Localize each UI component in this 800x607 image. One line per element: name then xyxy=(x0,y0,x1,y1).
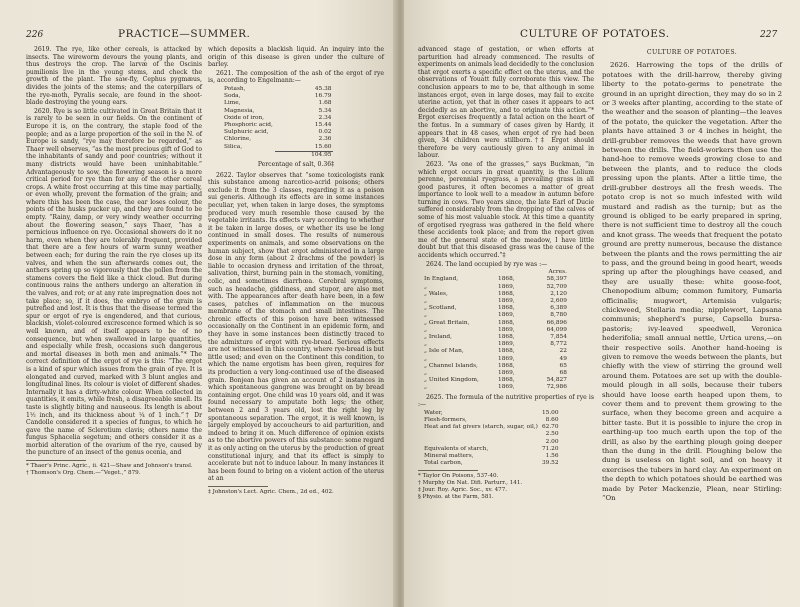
footnote-rule xyxy=(26,460,86,461)
left-page xyxy=(0,0,396,607)
table-row: Sulphuric acid, 0.02 xyxy=(224,129,332,136)
page-number-left: 226 xyxy=(26,30,44,40)
footnote: † Murphy On Nat. Difi. Parturr., 141. xyxy=(418,480,523,487)
table-row: „ 1869, 64,099 xyxy=(424,326,567,333)
right-column-2 xyxy=(602,46,782,505)
table-row: „ Channel Islands, 1868, 65 xyxy=(424,362,567,369)
running-head-left: PRACTICE—SUMMER. xyxy=(118,28,251,40)
paragraph: 2620. Rye is so little cultivated in Great Britain that it is rarely to be seen in our fields. On the continent of Europe it is, on the contrary, the staple food of the people; and as a large proportion of the soil in the N. of Europe is sandy, “rye may therefore be regarded,” as Thaer well observes, “as the most precious gift of God to the inhabitants of sandy and poor countries; without it many districts would have been uninhabitable.” Advantageously to sow, the flowering season is a more critical period for rye than for any of the other cereal crops. A white frost occurring at this time may partially, or even wholly, prevent the formation of the grain; and where this has been the case, the ear loses colour, the points of the husks pucker up, and they are found to be empty. “Rainy, damp, or very windy weather occurring about the flowering season,” says Thaer, “has a pernicious influence on rye. Occasional showers do it no harm, even when they are tolerably frequent, provided that there are a few hours of warm sunny weather between each; for during the rain the rye closes up its valves, and when the sun afterwards comes out, the anthers spring up so vigorously that the pollen from the stamens covers the field like a thick cloud. But during continuous rains the anthers undergo an alteration in the valves, and rot; or at any rate impregnation does not take place; so, if it does, the embryo of the grain is putrefied and lost. It is thus that the disease termed the spur or ergot of rye is engendered, and that curious, blackish, violet-coloured excrescence formed which is so well known, and of itself appears to be of no consequence, but when swallowed in large quantities, and especially while fresh, occasions such dangerous and mortal diseases in both men and animals.”* The correct definition of the ergot of rye is this: “The ergot is a kind of spur which issues from the grain of rye. It is elongated and curved, marked with 3 blunt angles and longitudinal lines. Its colour is violet of different shades. Internally it has a dirty-white colour. When collected in quantities, it emits, while fresh, a disagreeable smell. Its taste is slightly biting and nauseous. Its length is about 1½ inch, and its thickness about ¼ of 1 inch.”† Dr Candolle considered it a species of fungus, to which he gave the name of Sclerotium clavis; others name the fungus Sphacelia segetum; and others consider it as a morbid alteration of the ovarium of the rye, caused by the puncture of an insect of the genus ocenia, and xyxy=(26,107,202,457)
paragraph: advanced stage of gestation, or when efforts at parturition had already commenced. The results of experiments on animals lead decidedly to the conclusion that ergot exerts a specific effect on the uterus, and the observations of Youatt fully corroborate this view. The conclusion appears to me to be, that although in some instances ergot, even in large doses, may fail to excite uterine action, yet that in other cases it appears to act decidedly as an abortive, and to originate this action.”* Ergot exercises frequently a fatal action on the heart of the fœtus. In a summary of cases given by Hardy, it appears that in 48 cases, when ergot of rye had been given, 34 children were stillborn.†‡ Ergot should therefore be very cautiously given to any animal in labour. xyxy=(418,46,594,160)
table-row: „ 1869, 49 xyxy=(424,355,567,362)
table-row: „ Great Britain, 1868, 66,896 xyxy=(424,319,567,326)
table-row: Mineral matters, 1.56 xyxy=(424,453,559,460)
table-row: „ 1869, 52,709 xyxy=(424,283,567,290)
ash-composition-table xyxy=(222,86,333,159)
footnote: * Thaer's Princ. Agric., ii. 421—Shaw and Johnson's transl. xyxy=(26,463,193,470)
table-row: Total carbon, 39.52 xyxy=(424,460,559,467)
table-row: Flesh-formers, 8.60 xyxy=(424,417,559,424)
table-row: „ 1869, 8,772 xyxy=(424,341,567,348)
table-row: Phosphoric acid, 15.44 xyxy=(224,121,332,128)
table-row: Potash, 45.38 xyxy=(224,85,332,92)
right-column-1 xyxy=(418,46,594,501)
rye-land-table xyxy=(422,269,569,391)
table-row: Equivalents of starch, 71.20 xyxy=(424,445,559,452)
page-number-right: 227 xyxy=(760,30,778,40)
table-row: „ Isle of Man, 1868, 22 xyxy=(424,348,567,355)
footnote: § Physio. at the Farm, 581. xyxy=(418,494,494,501)
table-row: Oxide of iron, 2.34 xyxy=(224,114,332,121)
ash-total: 104.95 xyxy=(275,151,334,159)
paragraph: 2624. The land occupied by rye was :— xyxy=(426,260,548,268)
paragraph: 2625. The formula of the nutritive properties of rye is :— xyxy=(418,393,594,409)
table-row: Chlorine, 2.36 xyxy=(224,136,332,143)
table-row: 2.50 xyxy=(545,431,559,438)
footnote: ‡ Johnston's Lect. Agric. Chem., 2d ed., 402. xyxy=(208,488,334,495)
right-page xyxy=(404,0,800,607)
footnote-rule xyxy=(418,470,478,471)
table-row: „ 1869, 72,986 xyxy=(424,384,567,391)
table-row: „ Wales, 1868, 2,120 xyxy=(424,290,567,297)
table-row: Heat and fat givers (starch, sugar, oil,) 62.70 xyxy=(424,424,559,431)
table-row: „ 1869, 2,609 xyxy=(424,298,567,305)
paragraph: 2623. “As one of the grasses,” says Buckman, “in which ergot occurs in great quantity, is the Lolium perenne, perennial ryegrass, a prevailing grass in all good pastures, it often becomes a matter of great importance to look well to a meadow in autumn before turning in cows. Two years since, the late Earl of Ducie suffered considerably from the dropping of the calves of some of his most valuable stock. At this time a quantity of ergotised ryegrass was gathered in the field where these accidents took place; and from the report given me of the general state of the meadow, I have little doubt but that this diseased grass was the cause of the accidents which occurred.”‡ xyxy=(418,160,594,260)
table-row: „ 1869, 68 xyxy=(424,370,567,377)
paragraph: 2621. The composition of the ash of the ergot of rye is, according to Engelmann:— xyxy=(208,69,384,85)
table-row: Silica, 15.60 xyxy=(224,143,332,150)
table-row: In England, 1868, 58,397 xyxy=(424,276,567,283)
table-row: Magnesia, 5.34 xyxy=(224,107,332,114)
table-row: 2.00 xyxy=(545,438,559,445)
table-row: Water, 15.00 xyxy=(424,409,559,416)
paragraph: which deposits a blackish liquid. An inquiry into the origin of this disease is given under the culture of barley. xyxy=(208,46,384,69)
table-row xyxy=(222,151,333,159)
table-row: „ Scotland, 1868, 6,389 xyxy=(424,305,567,312)
section-title: CULTURE OF POTATOES. xyxy=(646,49,738,56)
table-row: Acres. xyxy=(548,269,567,276)
footnote-rule xyxy=(208,486,268,487)
table-row: „ United Kingdom, 1868, 54,827 xyxy=(424,377,567,384)
table-row: Lime, 1.68 xyxy=(224,100,332,107)
left-column-1 xyxy=(26,46,202,477)
running-head-right: CULTURE OF POTATOES. xyxy=(520,28,670,40)
left-column-2 xyxy=(208,46,384,496)
ash-note: Percentage of salt, 0.36‡ xyxy=(257,161,335,168)
paragraph: 2626. Harrowing the tops of the drills of potatoes with the drill-harrow, thereby giving liberty to the potato-germs to penetrate the ground in an upright direction, they may do so in 2 or 3 weeks after planting, according to the state of the weather and the season of planting—the leaves of the potato, the quicker the vegetation. After the plants have attained 3 or 4 inches in height, the drill-grubber removes the weeds that have grown between the drills. The field-workers then use the hand-hoe to remove weeds growing close to and between the plants, and to reduce the clods pressing upon the plants. After a little time, the drill-grubber destroys all the fresh weeds. The potato crop is not so much infested with wild mustard and radish as the turnip; but as the ground is obliged to be early prepared in spring, there is not sufficient time to destroy all the couch and knot grass. The weeds that frequent the potato ground are pretty numerous, because the distance between the plants and the rows permitting the air to pass, and the ground being in good heart, weeds spring up after the ploughings have ceased, and they are usually these: white goose-foot, Chenopodium album; common fumitory, Fumaria officinalis; mugwort, Artemisia vulgaris; chickweed, Stellaria media; nipplewort, Lapsana communis; shepherd's purse, Capsella bursa-pastoris; ivy-leaved speedwell, Veronica hederifolia; small annual nettle, Urtica urens,—on their respective soils. Another hand-hoeing is given to remove the weeds between the plants, but chiefly with the view of stirring the ground well around them. Potatoes are set up with the double-mould plough in all soils, because their tubers should have loose earth heaped upon them, to cover them and to prevent them growing to the surface, when they become green and acquire a bitter taste. But it is possible to injure the crop in earthing-up too much earth upon the top of the drill, as also by the earthing plough going deeper than the dung in the drill. Ploughing below the dung is useless on light soil, and on heavy it exercises the tubers in hard clay. An experiment on the depth to which potatoes should be earthed was made by Peter Mackenzie, Plean, near Stirling: “On xyxy=(602,61,782,503)
paragraph: 2622. Taylor observes that “some toxicologists rank this substance among narcotico-acrid poisons; others exclude it from the 3 classes, regarding it as a poison sui generis. Although its effects are in some instances peculiar, yet, when taken in large doses, the symptoms produced very much resemble those caused by the vegetable irritants. Its effects vary according to whether it be taken in large doses, or whether its use be long continued in small doses. The results of numerous experiments on animals, and some observations on the human subject, show that ergot administered in a large dose in any form (about 2 drachms of the powder) is liable to occasion dryness and irritation of the throat, salivation, thirst, burning pain in the stomach, vomiting, colic, and sometimes diarrhœa. Cerebral symptoms, such as headache, giddiness, and stupor, are also met with. The appearances after death have been, in a few cases, patches of inflammation on the mucous membrane of the stomach and small intestines. The chronic effects of this poison have been witnessed occasionally on the Continent in an epidemic form, and they have in some instances been distinctly traced to the admixture of ergot with rye-bread. Serious effects are not witnessed in this country, where rye-bread is but little used; and even on the Continent this condition, to which the name ergotism has been given, requires for its production a very long-continued use of the diseased grain. Bonjean has given an account of 2 instances in which spontaneous gangrene was brought on by bread containing ergot. One child was 10 years old, and it was found necessary to amputate both legs; the other, between 2 and 3 years old, lost the right leg by spontaneous separation. The ergot, it is well known, is largely employed by accoucheurs to aid parturition, and indeed to bring it on. Much difference of opinion exists as to the abortive powers of this substance: some regard it as only acting on the uterus by the production of great constitutional injury, and that its effect is simply to accelerate but not to induce labour. In many instances it has been found to bring on a violent action of the uterus at an xyxy=(208,171,384,483)
nutritive-table xyxy=(422,410,561,468)
table-row: „ 1869, 8,780 xyxy=(424,312,567,319)
footnote: ‡ Jour. Roy. Agric. Soc., xv. 477. xyxy=(418,487,508,494)
table-row: „ Ireland, 1868, 7,854 xyxy=(424,334,567,341)
table-row: Soda, 16.79 xyxy=(224,93,332,100)
footnote: † Thomson's Org. Chem.—“Veget.,” 879. xyxy=(26,470,141,477)
paragraph: 2619. The rye, like other cereals, is attacked by insects. The wireworm devours the young plants, and thus destroys the crop. The larvæ of the Oscinis pumilionis live in the young stems, and check the growth of the plant. The saw-fly, Cephus pygmæus, divides the joints of the stems; and the caterpillars of the rye-moth, Pyralis secale, are found in the shoot-blade destroying the young ears. xyxy=(26,46,202,107)
footnote: * Taylor On Poisons, 537-40. xyxy=(418,473,499,480)
